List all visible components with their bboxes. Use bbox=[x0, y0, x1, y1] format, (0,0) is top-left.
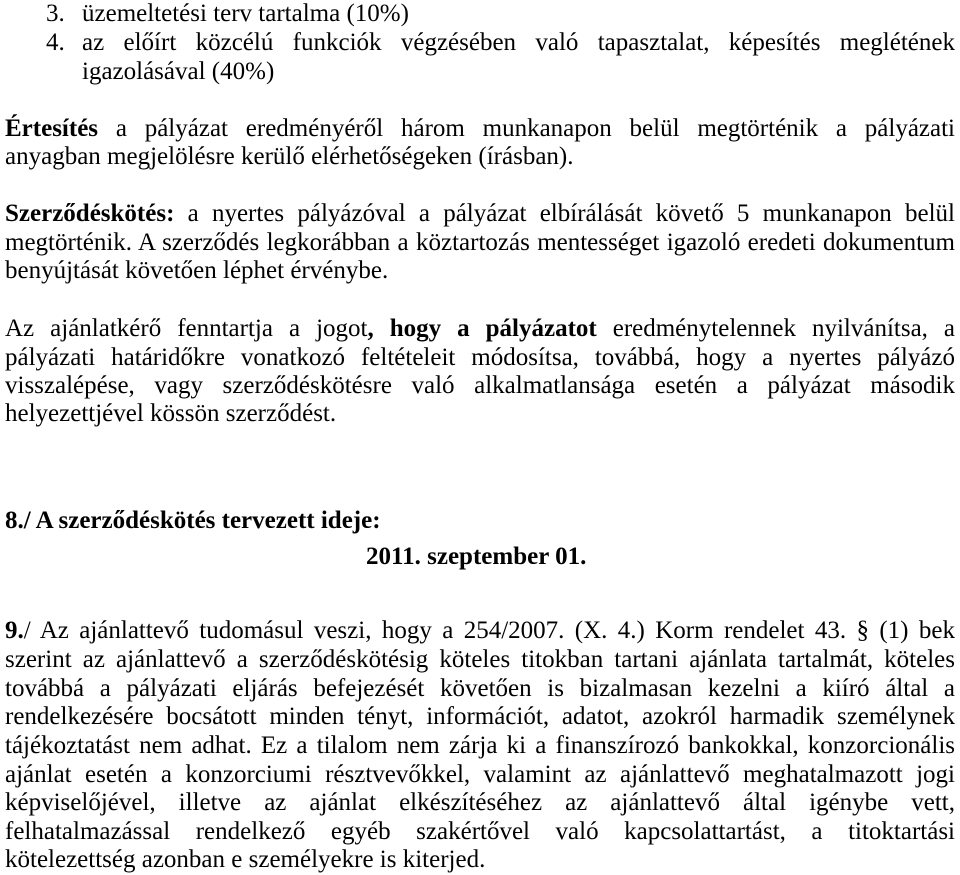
notification-text: a pályázat eredményéről három munkanapon belül megtörténik a pályázati bbox=[115, 115, 956, 142]
reservation-text-end: eredménytelennek nyilvánítsa, a bbox=[612, 315, 956, 342]
list-item-4-text-line-2: igazolásával (40%) bbox=[82, 58, 275, 85]
paragraph-contract-line-2: megtörténik. A szerződés legkorábban a köztartozás mentességet igazoló eredeti dokumentum bbox=[5, 229, 955, 256]
paragraph-contract-line-1 bbox=[5, 200, 955, 228]
section-9-line-1 bbox=[5, 617, 955, 645]
section-9-line-8: felhatalmazással rendelkező egyéb szakértővel való kapcsolattartást, a titoktartási bbox=[5, 818, 955, 845]
paragraph-contract-line-3: benyújtását követően léphet érvénybe. bbox=[5, 257, 389, 284]
list-item-4-text-line-1: az előírt közcélú funkciók végzésében való tapasztalat, képesítés meglétének bbox=[82, 29, 955, 56]
contract-text: a nyertes pályázóval a pályázat elbírálását követő 5 munkanapon belül bbox=[187, 200, 956, 227]
paragraph-reservation-line-4: helyezettjével kössön szerződést. bbox=[5, 400, 337, 427]
list-item-3-number: 3. bbox=[46, 0, 65, 27]
section-9-line-3: továbbá a pályázati eljárás befejezését követően is bizalmasan kezelni a kiíró által a bbox=[5, 675, 955, 702]
paragraph-notification-line-1 bbox=[5, 115, 955, 143]
reservation-text-start: Az ajánlatkérő fenntartja a jogot bbox=[5, 315, 368, 342]
notification-label: Értesítés bbox=[5, 115, 99, 142]
section-9-line-5: tájékoztatást nem adhat. Ez a tilalom nem zárja ki a finanszírozó bankokkal, konzorcionális bbox=[5, 732, 955, 759]
paragraph-reservation-line-1 bbox=[5, 315, 955, 343]
paragraph-reservation-line-3: visszalépése, vagy szerződéskötésre való alkalmatlansága esetén a pályázat második bbox=[5, 372, 955, 399]
contract-label: Szerződéskötés: bbox=[5, 200, 175, 227]
section-8-date: 2011. szeptember 01. bbox=[366, 543, 587, 570]
paragraph-reservation-line-2: pályázati határidőkre vonatkozó feltételeit módosítsa, továbbá, hogy a nyertes pályázó bbox=[5, 344, 955, 371]
section-9-text-start: / Az ajánlattevő tudomásul veszi, hogy a 254/2007. (X. 4.) Korm rendelet 43. § (1) bek bbox=[23, 617, 955, 644]
section-9-line-9: kötelezettség azonban e személyekre is kiterjed. bbox=[5, 846, 486, 873]
list-item-3-text: üzemeltetési terv tartalma (10%) bbox=[82, 0, 409, 27]
section-9-line-2: szerint az ajánlattevő a szerződéskötésig köteles titokban tartani ajánlata tartalmát, köteles bbox=[5, 646, 955, 673]
section-9-line-6: ajánlat esetén a konzorciumi résztvevőkkel, valamint az ajánlattevő meghatalmazott jogi bbox=[5, 761, 955, 788]
list-item-4-number: 4. bbox=[46, 29, 65, 56]
section-9-number: 9. bbox=[5, 617, 24, 644]
section-8-heading: 8./ A szerződéskötés tervezett ideje: bbox=[5, 507, 381, 534]
paragraph-notification-line-2: anyagban megjelölésre kerülő elérhetőségeken (írásban). bbox=[5, 143, 574, 170]
section-9-line-4: rendelkezésére bocsátott minden tényt, információt, adatot, azokról harmadik személynek bbox=[5, 703, 955, 730]
section-9-line-7: képviselőjével, illetve az ajánlat elkészítéséhez az ajánlattevő által igénybe vett, bbox=[5, 789, 955, 816]
reservation-bold-text: , hogy a pályázatot bbox=[367, 315, 597, 342]
